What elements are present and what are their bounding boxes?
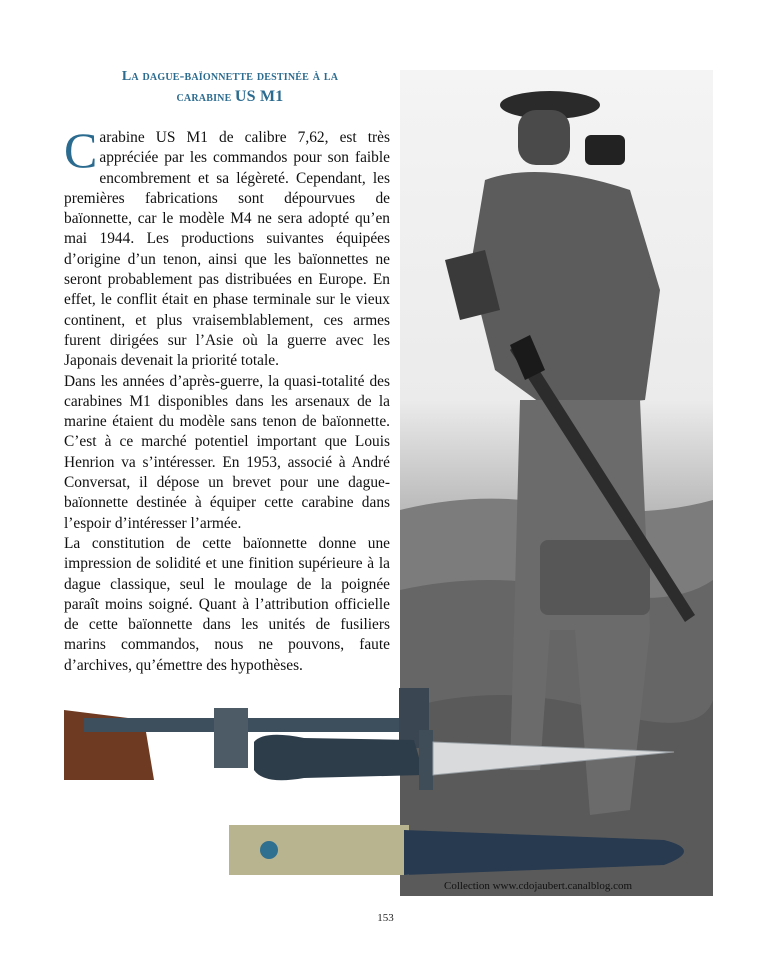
- bayonet-blade: [433, 742, 674, 775]
- snap-button: [260, 841, 278, 859]
- paragraph-1: Carabine US M1 de calibre 7,62, est très appréciée par les commandos pour son faible encombrement et sa légèreté. Cependant, les premières fabrications sont dépourvues de baïonnette, car le modèle M4 ne sera adopté qu’en mai 1944. Les productions suivantes équipées d’origine d’un tenon, ainsi que les baïonnettes ne seront probablement pas distribuées en Europe. En effet, le conflit était en phase terminale sur le vieux continent, et plus vraisemblablement, ces armes furent dirigées sur l’Asie où la guerre avec les Japonais devenait la priorité totale.: [64, 122, 390, 370]
- carbine-barrel: [84, 718, 429, 732]
- article-body: [64, 122, 390, 676]
- paragraph-3: La constitution de cette baïonnette donne une impression de solidité et une finition supérieure à la dague classique, seul le moulage de la poignée paraît moins soigné. Quant à l’attribution officielle de cette baïonnette dans les unités de fusiliers marins commandos, nous ne pouvons, faute d’archives, qu’émettre des hypothèses.: [64, 534, 390, 674]
- page-number: 153: [377, 912, 394, 924]
- title-line-1: La dague-baïonnette destinée à la: [121, 69, 339, 84]
- drop-cap: C: [64, 122, 98, 178]
- chapter-title: [60, 66, 400, 108]
- title-line-2: carabine US M1: [176, 88, 284, 105]
- bayonet-lug: [214, 708, 248, 768]
- paragraph-2: Dans les années d’après-guerre, la quasi-totalité des carabines M1 disponibles dans les arsenaux de la marine étaient du modèle sans tenon de baïonnette. C’est à ce marché potentiel important que Louis Henrion va s’intéresser. En 1953, associé à André Conversat, il dépose un brevet pour une dague-baïonnette destinée à équiper cette carabine dans l’espoir d’intéresser l’armée.: [64, 372, 390, 532]
- bayonet-guard: [419, 730, 433, 790]
- web-frog: [229, 825, 409, 875]
- bayonet-grip: [254, 735, 424, 780]
- bayonet-illustration: [64, 680, 714, 900]
- bayonet-scabbard: [404, 830, 684, 875]
- photo-caption: Collection www.cdojaubert.canalblog.com: [444, 880, 633, 892]
